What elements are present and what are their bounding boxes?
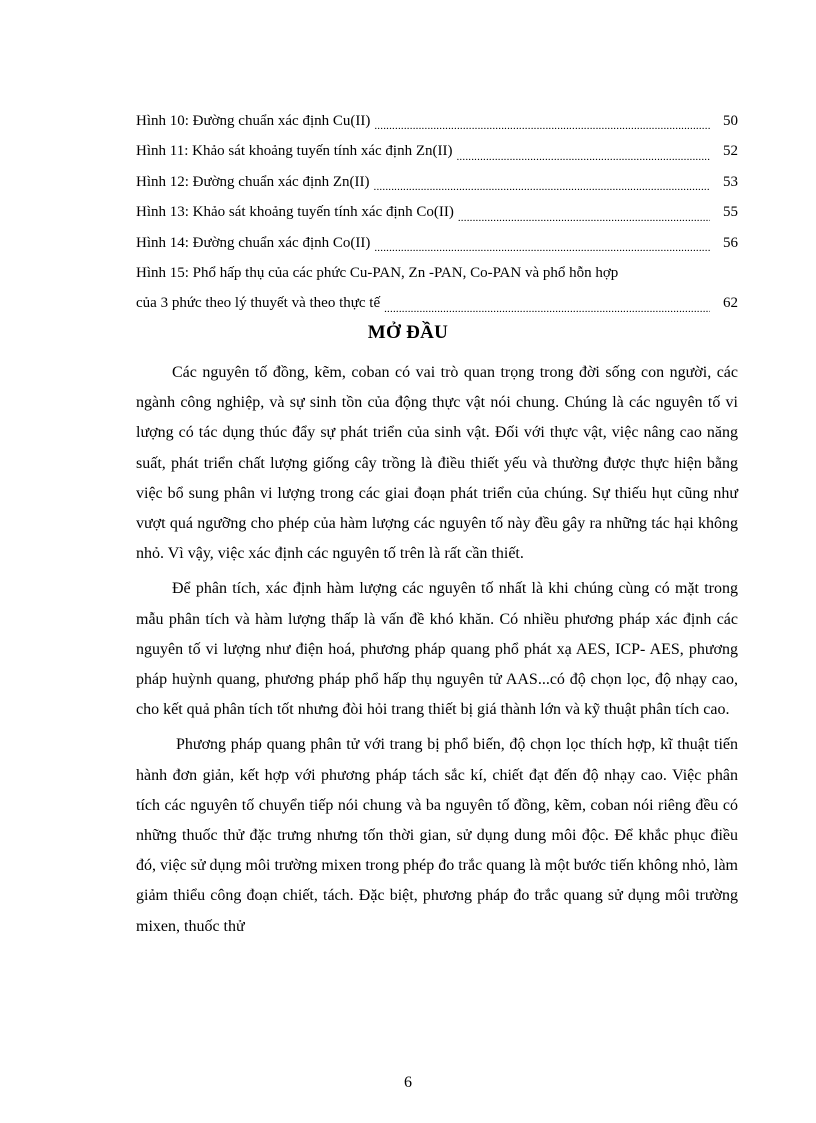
toc-entry-title: Hình 12: Đường chuẩn xác định Zn(II) — [136, 173, 370, 190]
page-number: 6 — [404, 1074, 412, 1091]
toc-entry-page: 55 — [723, 204, 738, 221]
toc-entry-title: Hình 13: Khảo sát khoảng tuyến tính xác định Co(II) — [136, 204, 454, 221]
paragraph: Phương pháp quang phân tử với trang bị phổ biến, độ chọn lọc thích hợp, kĩ thuật tiến hành đơn giản, kết hợp với phương pháp tách sắc kí, chiết đạt đến độ nhạy cao. Việc phân tích các nguyên tố chuyển tiếp nói chung và ba nguyên tố đồng, kẽm, coban nói riêng đều có những thuốc thử đặc trưng nhưng tốn thời gian, sử dụng dung môi độc. Để khắc phục điều đó, việc sử dụng môi trường mixen trong phép đo trắc quang là một bước tiến không nhỏ, làm giảm thiểu công đoạn chiết, tách. Đặc biệt, phương pháp đo trắc quang sử dụng môi trường mixen, thuốc thử — [136, 736, 738, 935]
toc-leader-dots — [456, 137, 710, 167]
toc-entry[interactable] — [136, 106, 738, 136]
table-of-figures — [136, 106, 738, 319]
toc-leader-dots — [458, 198, 710, 228]
toc-entry[interactable] — [136, 136, 738, 166]
toc-entry[interactable] — [136, 167, 738, 197]
toc-entry-title: Hình 10: Đường chuẩn xác định Cu(II) — [136, 112, 371, 129]
toc-entry-title: Hình 11: Khảo sát khoảng tuyến tính xác định Zn(II) — [136, 143, 453, 160]
toc-leader-dots — [374, 106, 710, 136]
toc-entry-page: 62 — [723, 295, 738, 312]
paragraph: Các nguyên tố đồng, kẽm, coban có vai trò quan trọng trong đời sống con người, các ngành công nghiệp, và sự sinh tồn của động thực vật nói chung. Chúng là các nguyên tố vi lượng có tác dụng thúc đẩy sự phát triển của sinh vật. Đối với thực vật, việc nâng cao năng suất, phát triển chất lượng giống cây trồng là điều thiết yếu và thường được thực hiện bằng việc bổ sung phân vi lượng trong các giai đoạn phát triển của chúng. Sự thiếu hụt cũng như vượt quá ngưỡng cho phép của hàm lượng các nguyên tố này đều gây ra những tác hại không nhỏ. Vì vậy, việc xác định các nguyên tố trên là rất cần thiết. — [136, 364, 738, 563]
toc-entry-page: 53 — [723, 173, 738, 190]
toc-entry[interactable] — [136, 228, 738, 258]
toc-entry-title-line2: của 3 phức theo lý thuyết và theo thực tế — [136, 295, 381, 312]
toc-entry-title-line1: Hình 15: Phổ hấp thụ của các phức Cu-PAN, Zn -PAN, Co-PAN và phổ hỗn hợp — [136, 264, 619, 281]
toc-entry-page: 50 — [723, 112, 738, 129]
paragraph: Để phân tích, xác định hàm lượng các nguyên tố nhất là khi chúng cùng có mặt trong mẫu phân tích và hàm lượng thấp là vấn đề khó khăn. Có nhiều phương pháp xác định các nguyên tố vi lượng như điện hoá, phương pháp quang phổ phát xạ AES, ICP- AES, phương pháp huỳnh quang, phương pháp phổ hấp thụ nguyên tử AAS...có độ chọn lọc, độ nhạy cao, cho kết quả phân tích tốt nhưng đòi hỏi trang thiết bị giá thành lớn và kỹ thuật phân tích cao. — [136, 580, 738, 719]
toc-leader-dots — [374, 228, 710, 258]
toc-entry-title: Hình 14: Đường chuẩn xác định Co(II) — [136, 234, 371, 251]
toc-leader-dots — [384, 289, 710, 319]
toc-entry-page: 52 — [723, 143, 738, 160]
toc-entry-page: 56 — [723, 234, 738, 251]
section-heading: MỞ ĐẦU — [367, 322, 449, 343]
toc-entry-multiline[interactable] — [136, 258, 738, 319]
toc-leader-dots — [374, 167, 710, 197]
toc-entry[interactable] — [136, 197, 738, 227]
section-body — [136, 358, 738, 947]
